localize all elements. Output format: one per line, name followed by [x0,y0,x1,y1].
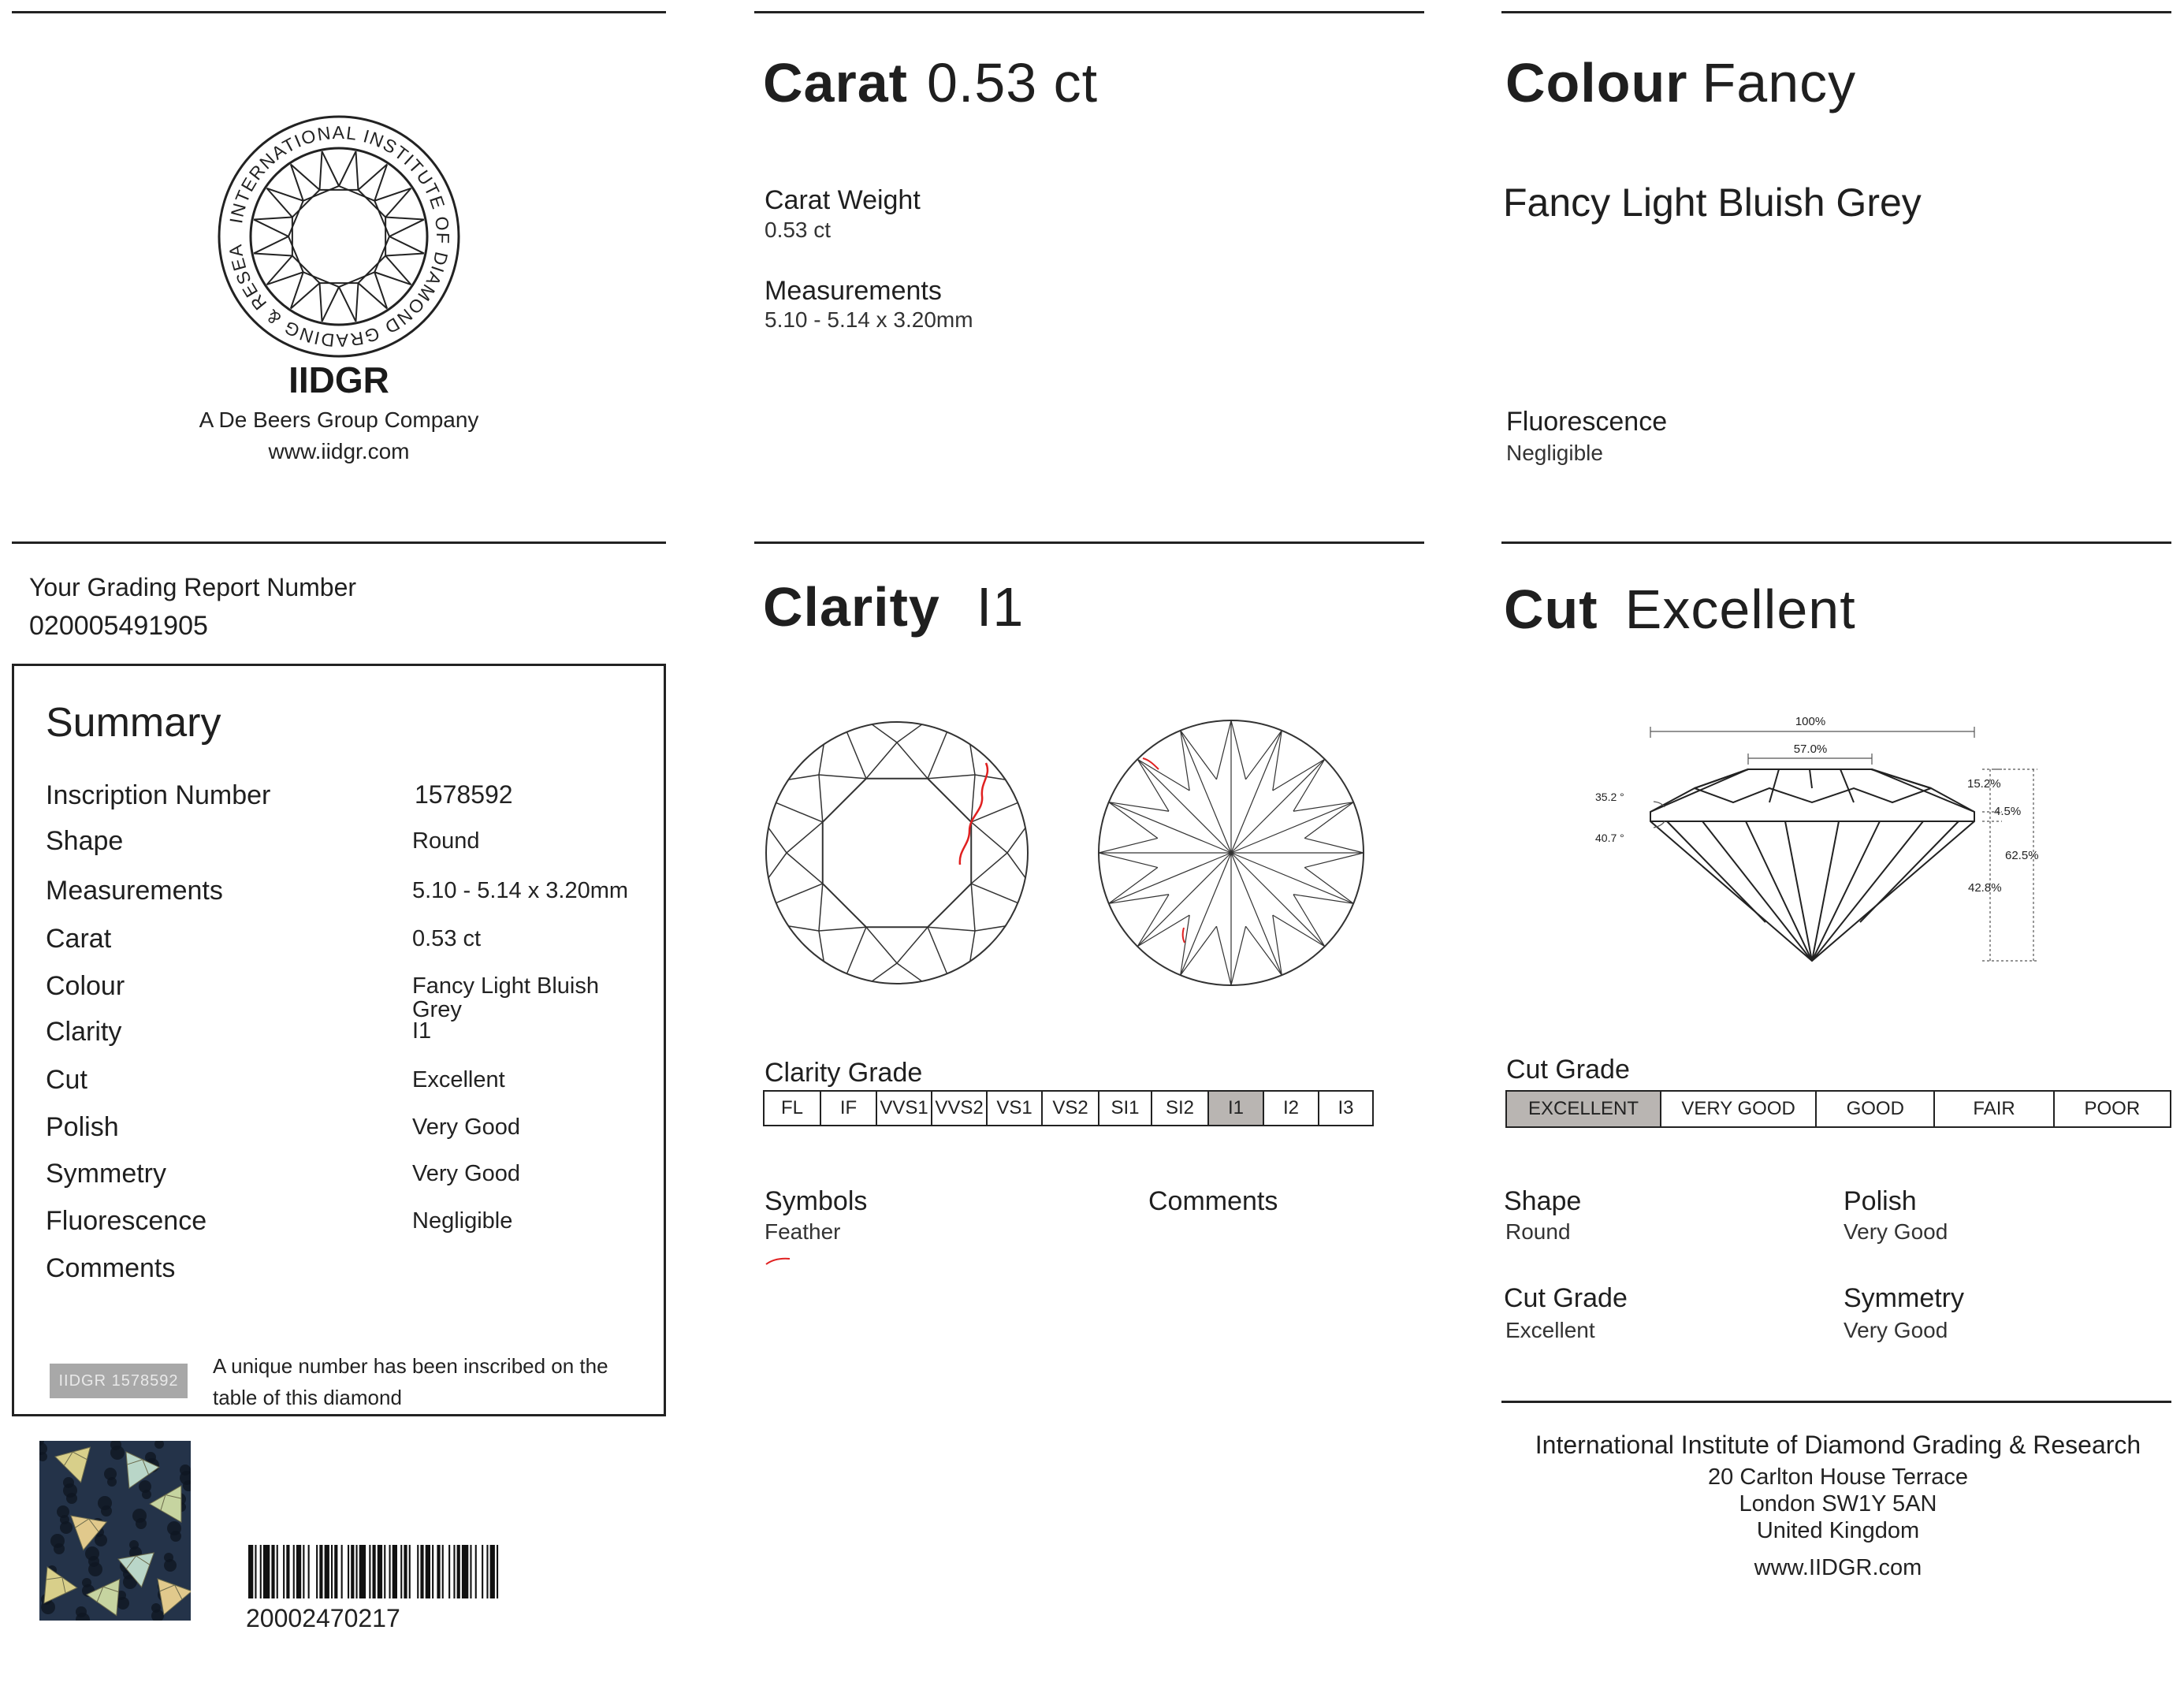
fluorescence-value: Negligible [1506,441,1603,465]
barcode [247,1545,593,1598]
summary-label-shape: Shape [46,826,124,856]
grade-cell-good: GOOD [1817,1092,1935,1126]
grade-cell-vvs2: VVS2 [932,1092,988,1125]
summary-label-clarity: Clarity [46,1017,122,1047]
address-line-1: 20 Carlton House Terrace [1708,1464,1968,1490]
symmetry-value: Very Good [1844,1318,1948,1342]
summary-value-inscription: 1578592 [415,780,513,809]
cut-grade-scale [1505,1090,2171,1128]
grade-cell-very-good: VERY GOOD [1661,1092,1817,1126]
barcode-number: 20002470217 [246,1604,400,1632]
summary-label-colour: Colour [46,971,125,1001]
summary-label-symmetry: Symmetry [46,1159,166,1189]
grade-cell-fair: FAIR [1935,1092,2054,1126]
carat-heading [763,51,1098,114]
summary-value-symmetry: Very Good [412,1161,521,1186]
cut-shape-label: Shape [1504,1186,1582,1216]
institute-url[interactable]: www.IIDGR.com [1754,1555,1922,1580]
divider [754,541,1424,544]
seal-ring-text: INTERNATIONAL INSTITUTE OF DIAMOND GRADING & RESEA [225,121,454,352]
symbols-label: Symbols [765,1186,868,1216]
carat-value: 0.53 ct [926,52,1099,114]
colour-heading [1505,51,1856,114]
summary-value-fluorescence: Negligible [412,1208,513,1234]
carat-weight-value: 0.53 ct [765,218,832,242]
colour-value: Fancy [1702,52,1857,114]
institute-name: International Institute of Diamond Grading & Research [1535,1431,2141,1459]
logo-name: IIDGR [288,359,389,400]
logo-subtitle: A De Beers Group Company [199,408,479,432]
grade-cell-excellent: EXCELLENT [1507,1092,1661,1126]
colour-description: Fancy Light Bluish Grey [1503,180,1922,225]
summary-value-carat: 0.53 ct [412,926,482,951]
divider [1501,541,2171,544]
cut-heading [1504,578,1856,641]
grade-cell-vs2: VS2 [1043,1092,1099,1125]
summary-value-shape: Round [412,828,480,854]
polish-value: Very Good [1844,1219,1948,1244]
proportion-pavilion-angle: 40.7 ° [1595,832,1624,844]
summary-value-polish: Very Good [412,1115,521,1140]
hologram-security-image [39,1441,191,1621]
carat-weight-label: Carat Weight [765,185,921,215]
iidgr-seal-logo [213,110,465,363]
polish-label: Polish [1844,1186,1917,1216]
summary-panel [12,664,666,1416]
divider [12,11,666,13]
cut-grade-label: Cut Grade [1504,1283,1628,1313]
report-number: 020005491905 [29,611,208,641]
divider [1501,1401,2171,1403]
colour-title: Colour [1505,52,1688,114]
logo-url: www.iidgr.com [268,439,410,463]
fluorescence-label: Fluorescence [1506,407,1668,437]
cut-title: Cut [1504,579,1598,640]
proportion-total-depth: 62.5% [2005,849,2039,862]
proportion-pavilion-depth: 42.8% [1968,881,2002,895]
divider [1501,11,2171,13]
clarity-value: I1 [976,576,1025,638]
clarity-comments-label: Comments [1148,1186,1278,1216]
summary-title: Summary [46,700,221,746]
grade-cell-si1: SI1 [1099,1092,1152,1125]
grade-cell-fl: FL [765,1092,821,1125]
summary-label-fluorescence: Fluorescence [46,1206,207,1236]
summary-label-comments: Comments [46,1253,176,1283]
feather-symbol-icon [765,1253,796,1269]
summary-value-cut: Excellent [412,1067,505,1092]
summary-label-cut: Cut [46,1065,87,1095]
grade-cell-si2: SI2 [1152,1092,1209,1125]
cut-grade-scale-label: Cut Grade [1506,1055,1630,1085]
summary-value-colour: Fancy Light Bluish Grey [412,973,599,1022]
clarity-grade-label: Clarity Grade [765,1058,923,1088]
symmetry-label: Symmetry [1844,1283,1964,1313]
report-number-label: Your Grading Report Number [29,573,357,601]
inscription-badge: IIDGR 1578592 [50,1364,188,1398]
summary-label-carat: Carat [46,924,112,954]
measurements-label: Measurements [765,276,942,306]
proportion-table: 57.0% [1793,742,1828,756]
grade-cell-i3: I3 [1338,1097,1354,1118]
summary-label-polish: Polish [46,1112,119,1142]
clarity-plot-pavilion-view [1097,719,1365,987]
proportion-crown-angle: 35.2 ° [1595,791,1624,803]
grade-cell-poor: POOR [2084,1098,2141,1119]
symbols-value: Feather [765,1219,841,1244]
inscription-note: A unique number has been inscribed on the table of this diamond [213,1354,608,1409]
address-line-3: United Kingdom [1756,1518,1920,1543]
grade-cell-if: IF [821,1092,877,1125]
clarity-title: Clarity [763,576,940,638]
divider [754,11,1424,13]
clarity-plot-crown-view [763,719,1031,987]
proportion-girdle: 4.5% [1994,805,2022,818]
summary-label-measurements: Measurements [46,876,223,906]
grade-cell-i1: I1 [1209,1092,1264,1125]
proportions-diagram [1576,709,2049,969]
cut-shape-value: Round [1505,1219,1571,1244]
cut-grade-value: Excellent [1505,1318,1595,1342]
clarity-grade-scale [763,1090,1374,1126]
clarity-heading [763,575,1024,638]
proportion-total-width: 100% [1795,715,1826,728]
measurements-value: 5.10 - 5.14 x 3.20mm [765,307,973,332]
grade-cell-vs1: VS1 [988,1092,1043,1125]
carat-title: Carat [763,52,908,114]
grade-cell-vvs1: VVS1 [877,1092,932,1125]
address-line-2: London SW1Y 5AN [1739,1491,1937,1517]
summary-value-measurements: 5.10 - 5.14 x 3.20mm [412,878,629,903]
cut-value: Excellent [1624,579,1856,640]
summary-value-clarity: I1 [412,1018,432,1044]
proportion-crown-height: 15.2% [1967,777,2001,791]
divider [12,541,666,544]
grade-cell-i2: I2 [1264,1092,1319,1125]
summary-label-inscription: Inscription Number [46,780,271,810]
